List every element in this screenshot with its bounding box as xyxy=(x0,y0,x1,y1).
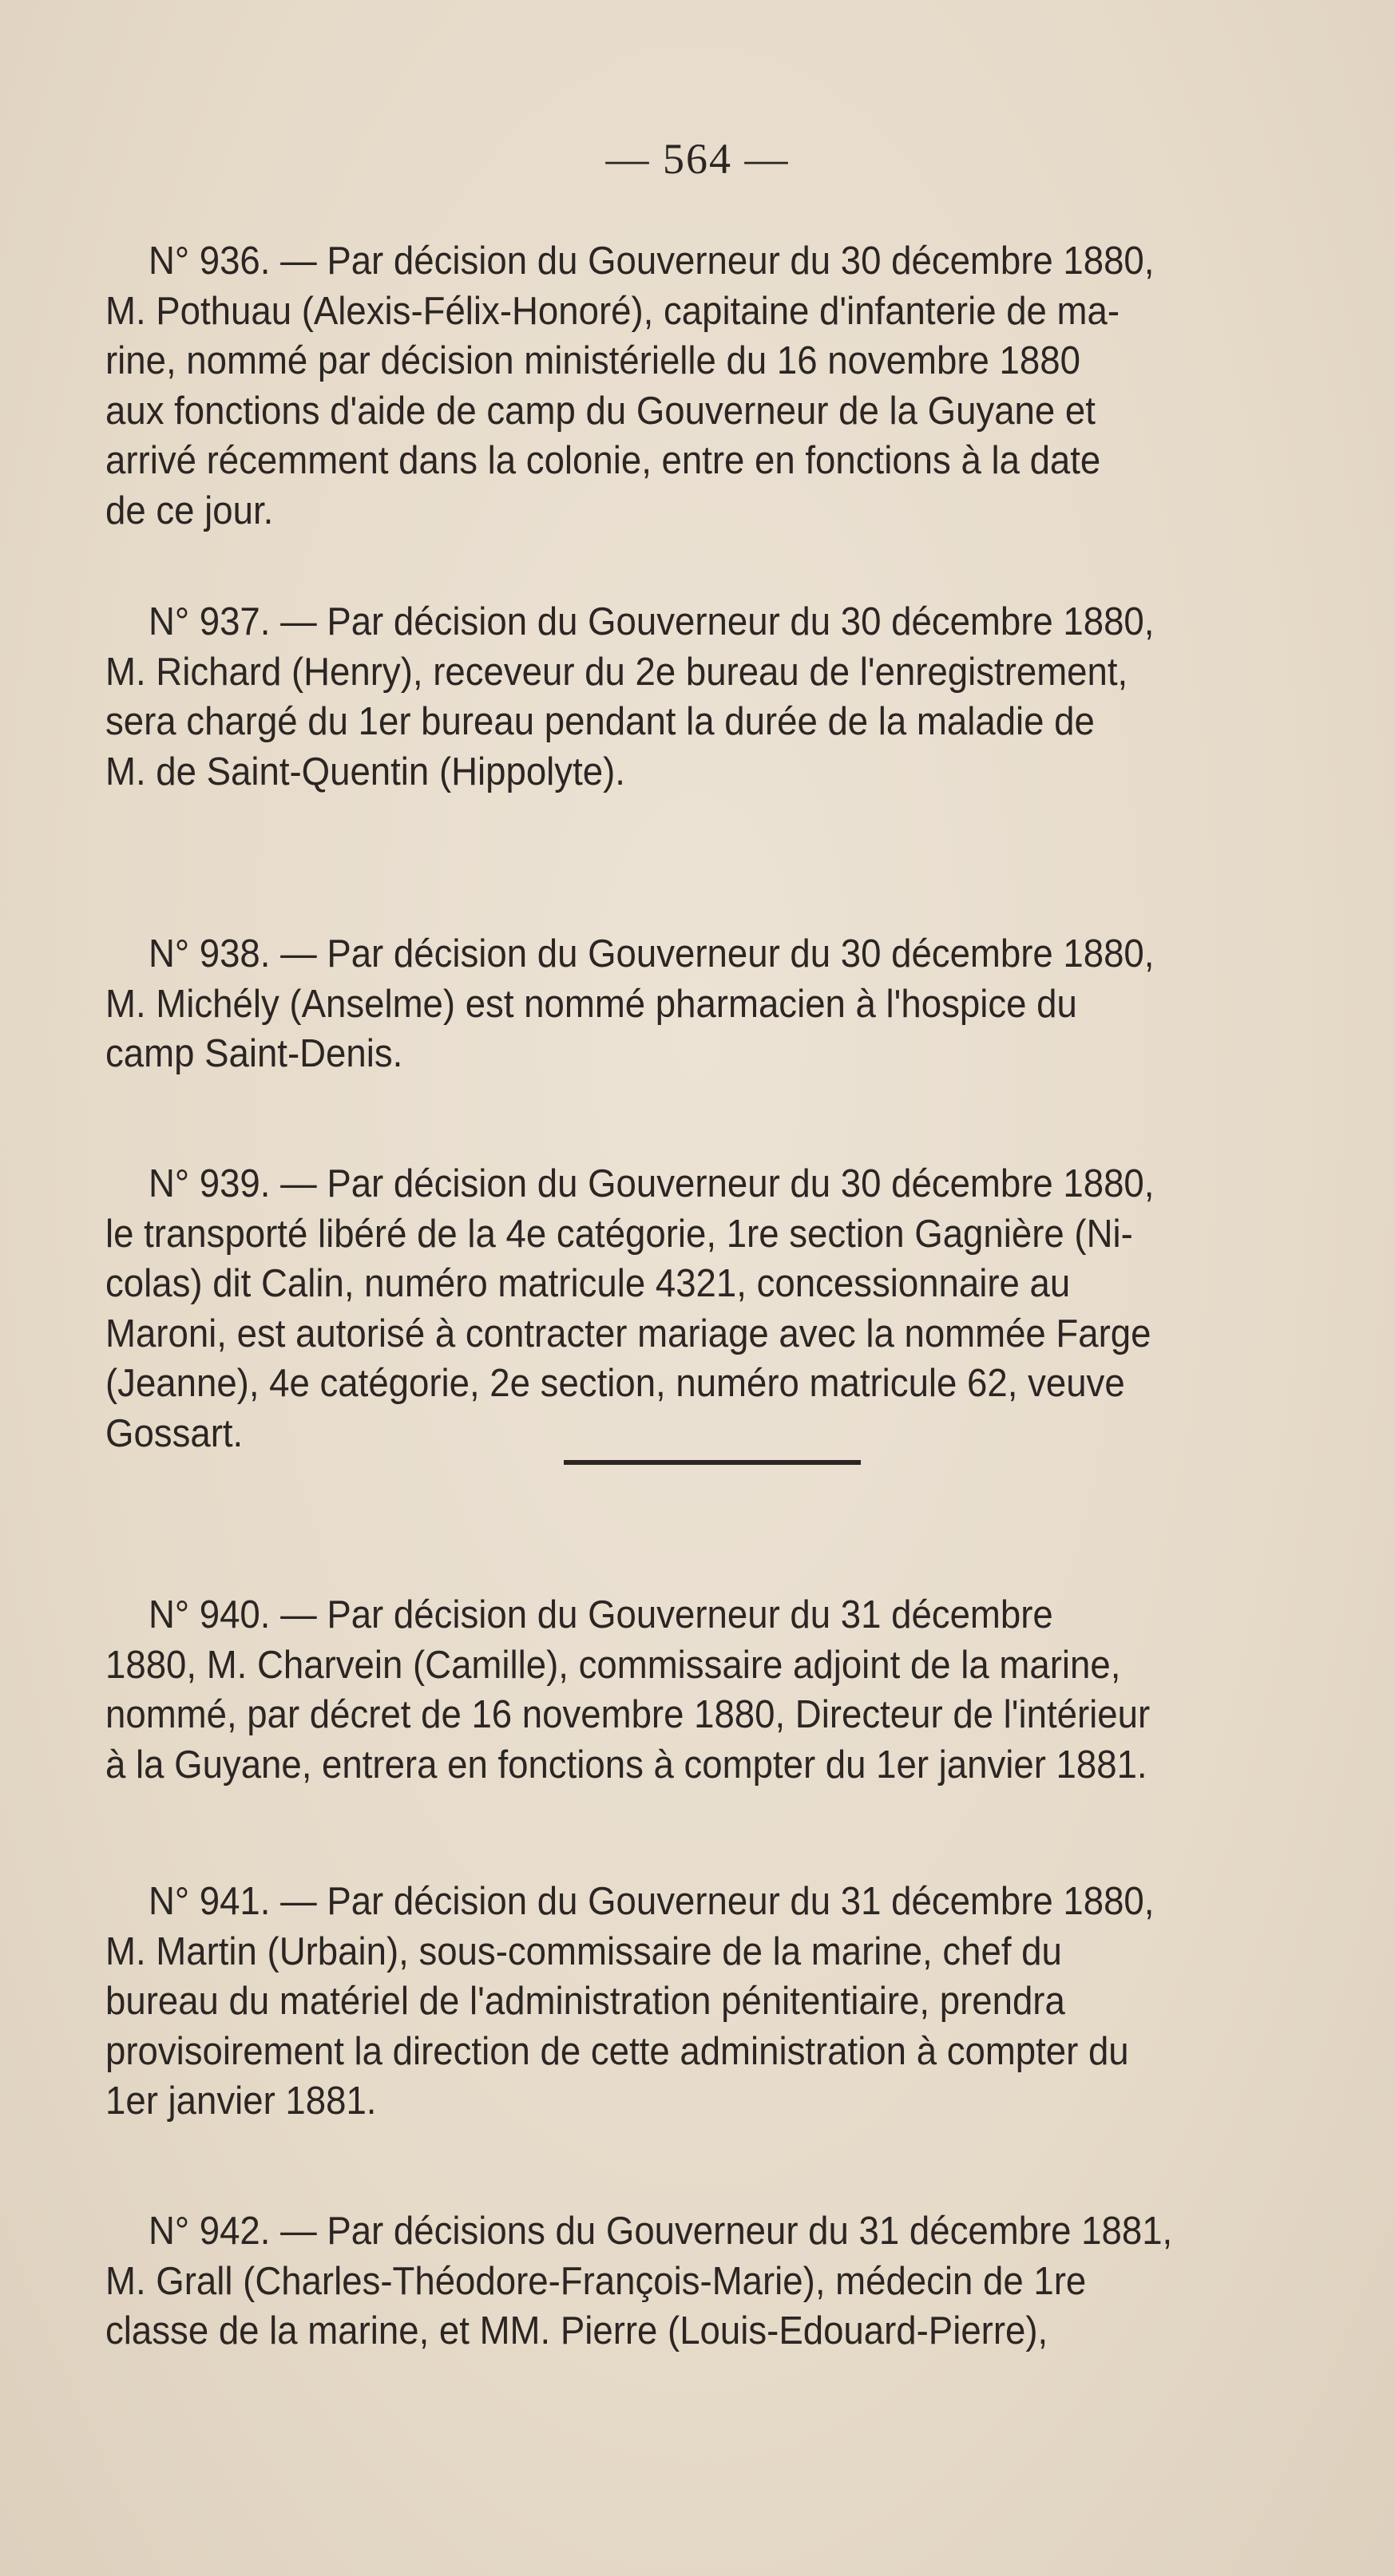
entry-942 xyxy=(105,2206,1242,2356)
entry-939 xyxy=(105,1159,1242,1458)
entry-937 xyxy=(105,597,1242,797)
entry-line: (Jeanne), 4e catégorie, 2e section, numéro matricule 62, veuve xyxy=(105,1362,1125,1405)
entry-line: N° 938. — Par décision du Gouverneur du 30 décembre 1880, xyxy=(148,932,1155,975)
entry-line: M. Martin (Urbain), sous-commissaire de la marine, chef du xyxy=(105,1929,1062,1973)
entry-line: arrivé récemment dans la colonie, entre en fonctions à la date xyxy=(105,439,1101,482)
entry-line: le transporté libéré de la 4e catégorie, 1re section Gagnière (Ni- xyxy=(105,1212,1133,1256)
entry-line: à la Guyane, entrera en fonctions à compter du 1er janvier 1881. xyxy=(105,1743,1147,1787)
entry-line: 1880, M. Charvein (Camille), commissaire adjoint de la marine, xyxy=(105,1643,1121,1687)
entry-938 xyxy=(105,929,1242,1079)
entry-line: N° 937. — Par décision du Gouverneur du 30 décembre 1880, xyxy=(148,600,1155,643)
section-divider xyxy=(564,1460,861,1465)
entry-line: rine, nommé par décision ministérielle du 16 novembre 1880 xyxy=(105,339,1080,382)
entry-line: N° 941. — Par décision du Gouverneur du 31 décembre 1880, xyxy=(148,1880,1155,1923)
entry-line: N° 936. — Par décision du Gouverneur du 30 décembre 1880, xyxy=(148,239,1155,283)
entry-line: N° 942. — Par décisions du Gouverneur du 31 décembre 1881, xyxy=(148,2210,1173,2253)
entry-line: M. Grall (Charles-Théodore-François-Marie), médecin de 1re xyxy=(105,2259,1087,2303)
entry-line: N° 940. — Par décision du Gouverneur du 31 décembre xyxy=(148,1593,1053,1636)
entry-941 xyxy=(105,1877,1242,2127)
entry-line: nommé, par décret de 16 novembre 1880, Directeur de l'intérieur xyxy=(105,1693,1151,1736)
page-number: — 564 — xyxy=(605,135,790,183)
entry-line: camp Saint-Denis. xyxy=(105,1032,403,1075)
entry-936 xyxy=(105,236,1242,536)
entry-line: provisoirement la direction de cette administration à compter du xyxy=(105,2029,1129,2073)
entry-line: Maroni, est autorisé à contracter mariage avec la nommée Farge xyxy=(105,1312,1151,1355)
entry-line: classe de la marine, et MM. Pierre (Louis-Edouard-Pierre), xyxy=(105,2309,1048,2352)
entry-line: M. Pothuau (Alexis-Félix-Honoré), capitaine d'infanterie de ma- xyxy=(105,289,1120,333)
entry-line: Gossart. xyxy=(105,1411,244,1455)
entry-line: colas) dit Calin, numéro matricule 4321, concessionnaire au xyxy=(105,1262,1071,1305)
entry-line: M. Michély (Anselme) est nommé pharmacien à l'hospice du xyxy=(105,982,1077,1026)
entry-line: N° 939. — Par décision du Gouverneur du 30 décembre 1880, xyxy=(148,1162,1155,1205)
entry-line: aux fonctions d'aide de camp du Gouverneur de la Guyane et xyxy=(105,389,1096,433)
entry-line: sera chargé du 1er bureau pendant la durée de la maladie de xyxy=(105,700,1095,743)
entry-line: de ce jour. xyxy=(105,489,274,532)
entry-line: bureau du matériel de l'administration pénitentiaire, prendra xyxy=(105,1980,1065,2023)
entry-line: M. de Saint-Quentin (Hippolyte). xyxy=(105,750,625,793)
entry-940 xyxy=(105,1590,1242,1790)
entry-line: 1er janvier 1881. xyxy=(105,2079,377,2123)
entry-line: M. Richard (Henry), receveur du 2e bureau de l'enregistrement, xyxy=(105,650,1128,694)
